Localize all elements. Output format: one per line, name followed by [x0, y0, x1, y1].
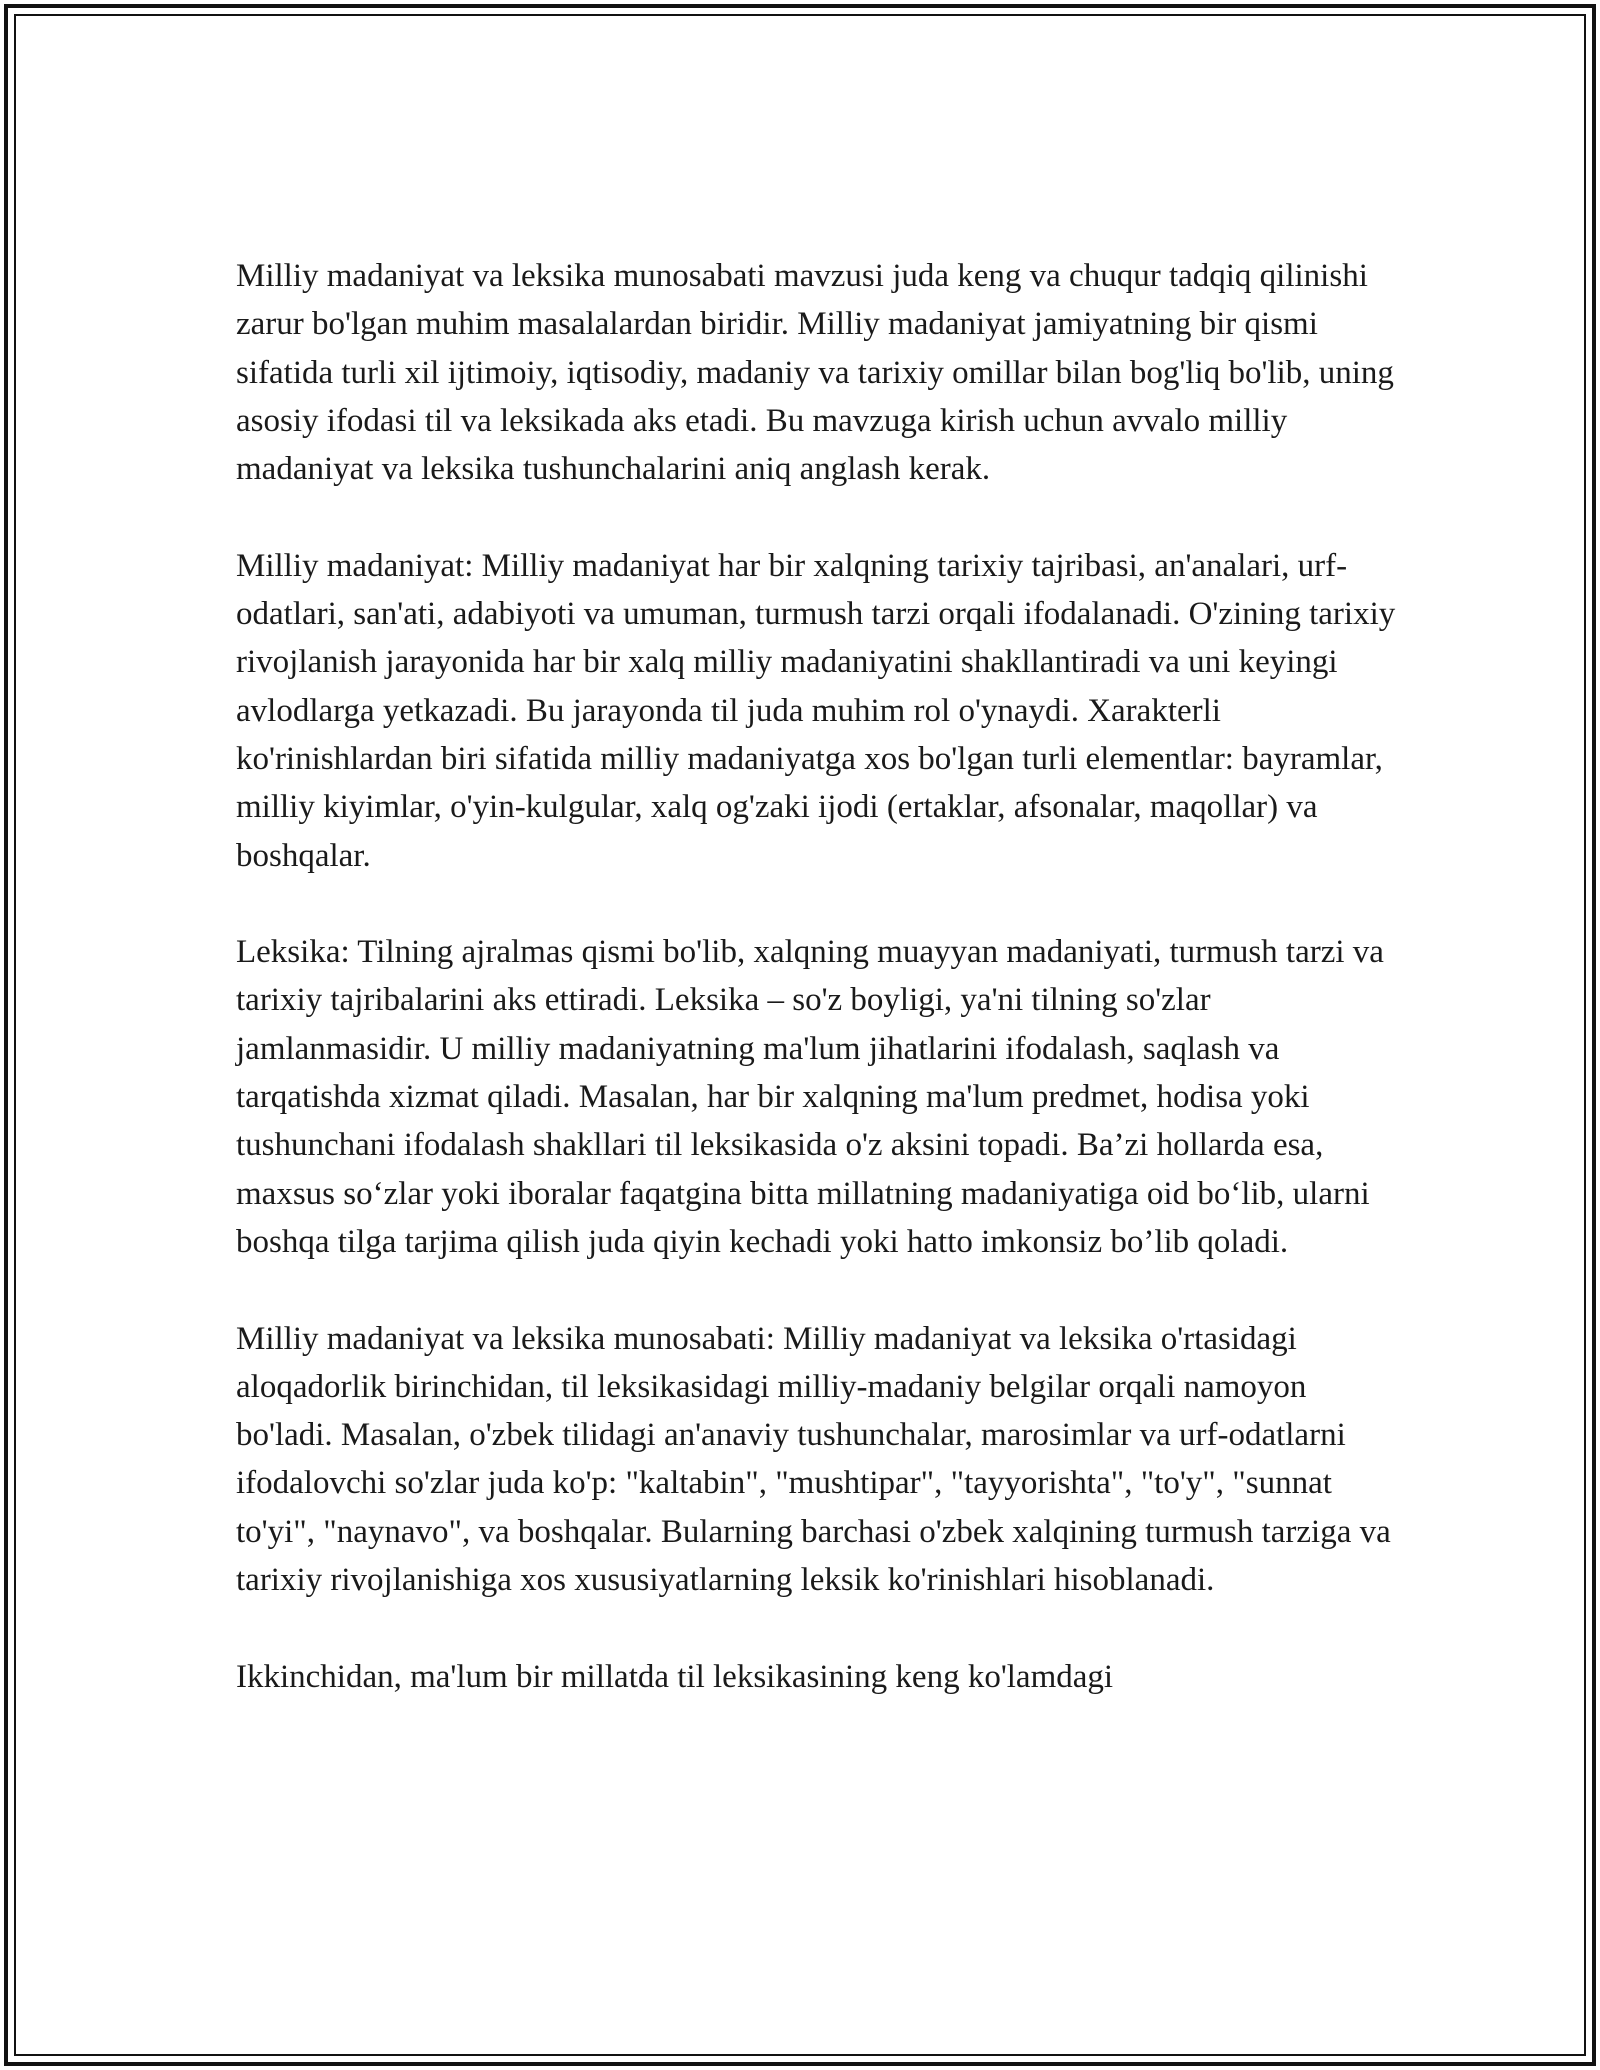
- document-body: [236, 252, 1396, 1701]
- paragraph-milliy-madaniyat: Milliy madaniyat: Milliy madaniyat har bir xalqning tarixiy tajribasi, an'analari, urf-odatlari, san'ati, adabiyoti va umuman, turmush tarzi orqali ifodalanadi. O'zining tarixiy rivojlanish jarayonida har bir xalq milliy madaniyatini shakllantiradi va uni keyingi avlodlarga yetkazadi. Bu jarayonda til juda muhim rol o'ynaydi. Xarakterli ko'rinishlardan biri sifatida milliy madaniyatga xos bo'lgan turli elementlar: bayramlar, milliy kiyimlar, o'yin-kulgular, xalq og'zaki ijodi (ertaklar, afsonalar, maqollar) va boshqalar.: [236, 547, 1396, 874]
- paragraph-intro: Milliy madaniyat va leksika munosabati mavzusi juda keng va chuqur tadqiq qilinishi zarur bo'lgan muhim masalalardan biridir. Milliy madaniyat jamiyatning bir qismi sifatida turli xil ijtimoiy, iqtisodiy, madaniy va tarixiy omillar bilan bog'liq bo'lib, uning asosiy ifodasi til va leksikada aks etadi. Bu mavzuga kirish uchun avvalo milliy madaniyat va leksika tushunchalarini aniq anglash kerak.: [236, 258, 1394, 488]
- paragraph-leksika: Leksika: Tilning ajralmas qismi bo'lib, xalqning muayyan madaniyati, turmush tarzi va tarixiy tajribalarini aks ettiradi. Leksika – so'z boyligi, ya'ni tilning so'zlar jamlanmasidir. U milliy madaniyatning ma'lum jihatlarini ifodalash, saqlash va tarqatishda xizmat qiladi. Masalan, har bir xalqning ma'lum predmet, hodisa yoki tushunchani ifodalash shakllari til leksikasida o'z aksini topadi. Ba’zi hollarda esa, maxsus so‘zlar yoki iboralar faqatgina bitta millatning madaniyatiga oid bo‘lib, ularni boshqa tilga tarjima qilish juda qiyin kechadi yoki hatto imkonsiz bo’lib qoladi.: [236, 934, 1384, 1260]
- paragraph-munosabat: Milliy madaniyat va leksika munosabati: Milliy madaniyat va leksika o'rtasidagi aloqadorlik birinchidan, til leksikasidagi milliy-madaniy belgilar orqali namoyon bo'ladi. Masalan, o'zbek tilidagi an'anaviy tushunchalar, marosimlar va urf-odatlarni ifodalovchi so'zlar juda ko'p: "kaltabin", "mushtipar", "tayyorishta", "to'y", "sunnat to'yi", "naynavo", va boshqalar. Bularning barchasi o'zbek xalqining turmush tarziga va tarixiy rivojlanishiga xos xususiyatlarning leksik ko'rinishlari hisoblanadi.: [236, 1320, 1391, 1599]
- paragraph-ikkinchidan: Ikkinchidan, ma'lum bir millatda til leksikasining keng ko'lamdagi: [236, 1658, 1114, 1695]
